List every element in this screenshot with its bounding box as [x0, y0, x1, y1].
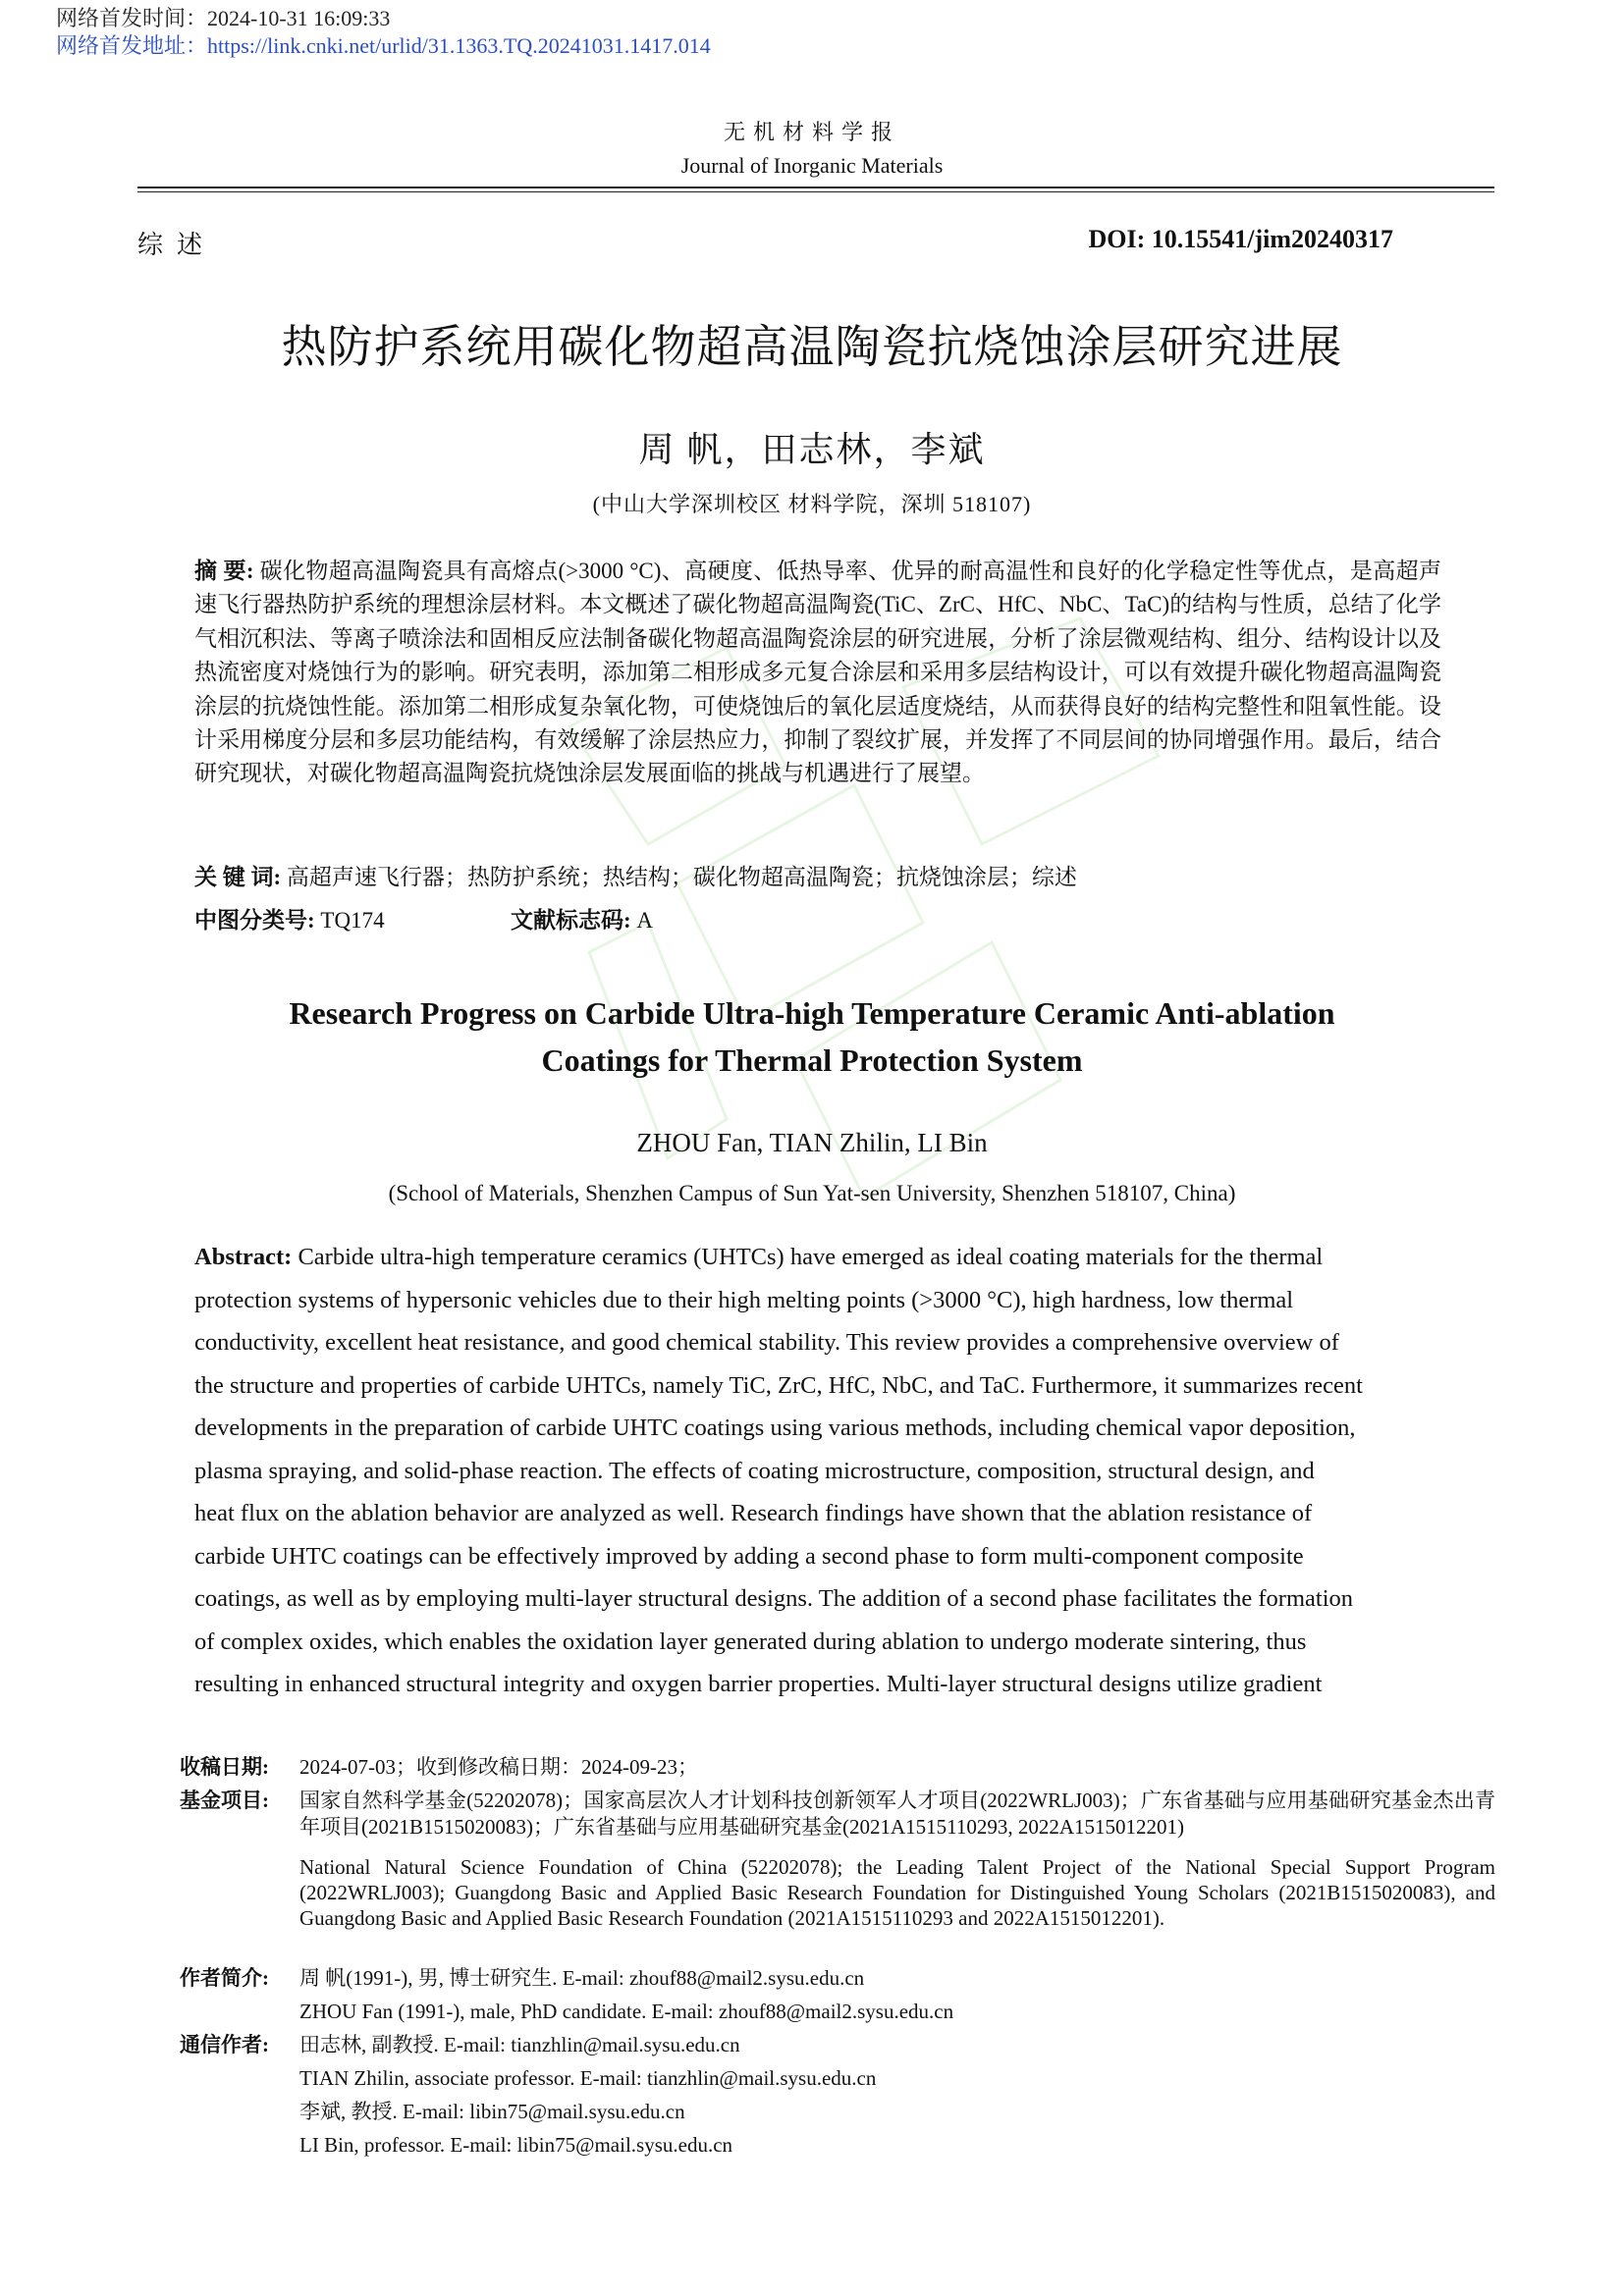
- corresponding-label: 通信作者:: [180, 2033, 269, 2056]
- section-label: 综述: [137, 231, 217, 259]
- affiliation-en: (School of Materials, Shenzhen Campus of Sun Yat-sen University, Shenzhen 518107, China): [388, 1181, 1236, 1205]
- abstract-cn-label: 摘 要:: [194, 559, 254, 583]
- keywords-cn: [194, 859, 1077, 891]
- abstract-en-line: heat flux on the ablation behavior are analyzed as well. Research findings have shown that the ablation resistance of: [194, 1500, 1313, 1526]
- abstract-en-line: carbide UHTC coatings can be effectively improved by adding a second phase to form multi-component composite: [194, 1542, 1304, 1570]
- first-publish-url[interactable]: 网络首发地址：https://link.cnki.net/urlid/31.1363.TQ.20241031.1417.014: [56, 33, 711, 58]
- clc-value: TQ174: [320, 908, 385, 933]
- doc-code-label: 文献标志码:: [511, 908, 631, 933]
- author-bio-cn: 周 帆(1991-), 男, 博士研究生. E-mail: zhouf88@mail2.sysu.edu.cn: [299, 1966, 865, 1990]
- paper-title-en-line1: Research Progress on Carbide Ultra-high Temperature Ceramic Anti-ablation: [289, 995, 1335, 1031]
- keywords-cn-text: 高超声速飞行器；热防护系统；热结构；碳化物超高温陶瓷；抗烧蚀涂层；综述: [286, 865, 1077, 889]
- document-code: [511, 902, 653, 934]
- doi: DOI: 10.15541/jim20240317: [1088, 225, 1393, 253]
- fund-cn: 国家自然科学基金(52202078)；国家高层次人才计划科技创新领军人才项目(2022WRLJ003)；广东省基础与应用基础研究基金杰出青年项目(2021B1515020083)；广东省基础与应用基础研究基金(2021A1515110293, 2022A1515012201): [299, 1789, 1495, 1839]
- abstract-en-label: Abstract:: [194, 1244, 293, 1270]
- clc-number: [194, 902, 385, 934]
- corresponding-en-1: TIAN Zhilin, associate professor. E-mail: tianzhlin@mail.sysu.edu.cn: [299, 2066, 877, 2090]
- received-date: 2024-07-03；收到修改稿日期：2024-09-23；: [299, 1755, 698, 1779]
- abstract-en-line: Abstract: Carbide ultra-high temperature ceramics (UHTCs) have emerged as ideal coating materials for the thermal: [194, 1244, 1324, 1270]
- corresponding-cn-2: 李斌, 教授. E-mail: libin75@mail.sysu.edu.cn: [299, 2100, 685, 2123]
- fund-label: 基金项目:: [180, 1789, 269, 1812]
- abstract-en-line: the structure and properties of carbide UHTCs, namely TiC, ZrC, HfC, NbC, and TaC. Furthermore, it summarizes recent: [194, 1371, 1363, 1399]
- abstract-cn-text: 碳化物超高温陶瓷具有高熔点(>3000 °C)、高硬度、低热导率、优异的耐高温性和良好的化学稳定性等优点，是高超声速飞行器热防护系统的理想涂层材料。本文概述了碳化物超高温陶瓷(TiC、ZrC、HfC、NbC、TaC)的结构与性质，总结了化学气相沉积法、等离子喷涂法和固相反应法制备碳化物超高温陶瓷涂层的研究进展，分析了涂层微观结构、组分、结构设计以及热流密度对烧蚀行为的影响。研究表明，添加第二相形成多元复合涂层和采用多层结构设计，可以有效提升碳化物超高温陶瓷涂层的抗烧蚀性能。添加第二相形成复杂氧化物，可使烧蚀后的氧化层适度烧结，从而获得良好的结构完整性和阻氧性能。设计采用梯度分层和多层功能结构，有效缓解了涂层热应力，抑制了裂纹扩展，并发挥了不同层间的协同增强作用。最后，结合研究现状，对碳化物超高温陶瓷抗烧蚀涂层发展面临的挑战与机遇进行了展望。: [194, 559, 1442, 786]
- corresponding-en-2: LI Bin, professor. E-mail: libin75@mail.sysu.edu.cn: [299, 2133, 733, 2157]
- abstract-en-line: conductivity, excellent heat resistance, and good chemical stability. This review provides a comprehensive overview of: [194, 1329, 1339, 1356]
- abstract-en-line: plasma spraying, and solid-phase reaction. The effects of coating microstructure, composition, structural design, and: [194, 1457, 1315, 1484]
- abstract-en-line: coatings, as well as by employing multi-layer structural designs. The addition of a second phase facilitates the formation: [194, 1585, 1353, 1612]
- header-rule: [137, 187, 1494, 188]
- first-publish-time: 网络首发时间：2024-10-31 16:09:33: [56, 6, 391, 30]
- fund-en: National Natural Science Foundation of China (52202078); the Leading Talent Project of the National Special Support Program (2022WRLJ003); Guangdong Basic and Applied Basic Research Foundation for Distinguished Young Scholars (2021B1515020083), and Guangdong Basic and Applied Basic Research Foundation (2021A1515110293 and 2022A1515012201).: [299, 1855, 1495, 1930]
- abstract-en: [194, 1236, 1441, 1706]
- abstract-en-line: resulting in enhanced structural integrity and oxygen barrier properties. Multi-layer structural designs utilize gradient: [194, 1671, 1323, 1697]
- affiliation-cn: (中山大学深圳校区 材料学院，深圳 518107): [592, 492, 1032, 516]
- abstract-en-line: developments in the preparation of carbide UHTC coatings using various methods, including chemical vapor deposition,: [194, 1415, 1356, 1441]
- author-bio-en: ZHOU Fan (1991-), male, PhD candidate. E-mail: zhouf88@mail2.sysu.edu.cn: [299, 2000, 954, 2023]
- author-bio-label: 作者简介:: [180, 1966, 269, 1990]
- paper-title-en-line2: Coatings for Thermal Protection System: [541, 1042, 1083, 1078]
- doc-code-value: A: [636, 908, 654, 933]
- abstract-en-line: of complex oxides, which enables the oxidation layer generated during ablation to undergo moderate sintering, thus: [194, 1628, 1307, 1655]
- abstract-cn: [194, 555, 1441, 791]
- abstract-en-line: protection systems of hypersonic vehicles due to their high melting points (>3000 °C), high hardness, low thermal: [194, 1286, 1294, 1313]
- journal-name-en: Journal of Inorganic Materials: [680, 153, 944, 178]
- corresponding-cn-1: 田志林, 副教授. E-mail: tianzhlin@mail.sysu.edu.cn: [299, 2033, 740, 2056]
- keywords-cn-label: 关 键 词:: [194, 865, 282, 889]
- authors-cn: 周 帆，田志林，李斌: [638, 430, 986, 469]
- journal-name-cn: 无机材料学报: [723, 120, 900, 144]
- clc-label: 中图分类号:: [194, 908, 315, 933]
- header-rule-thin: [137, 191, 1494, 192]
- paper-title-cn: 热防护系统用碳化物超高温陶瓷抗烧蚀涂层研究进展: [281, 320, 1343, 373]
- authors-en: ZHOU Fan, TIAN Zhilin, LI Bin: [636, 1128, 988, 1157]
- received-date-label: 收稿日期:: [180, 1755, 269, 1779]
